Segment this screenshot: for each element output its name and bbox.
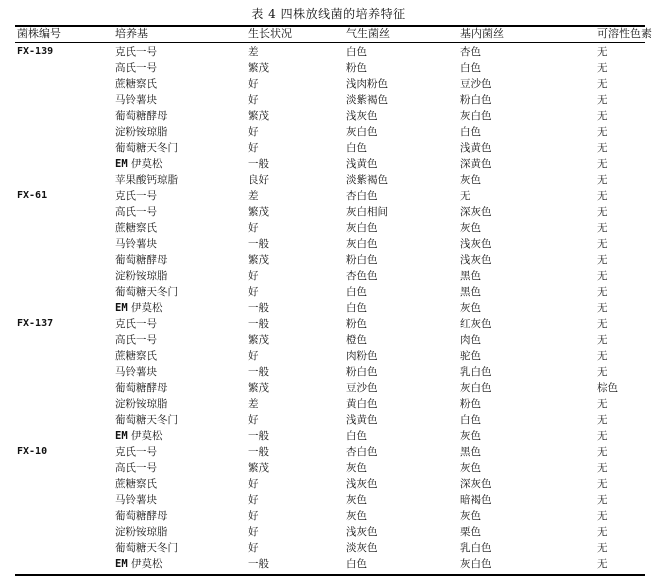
medium-cell <box>115 364 157 380</box>
table-row <box>15 92 645 108</box>
medium-cell <box>115 92 157 108</box>
table-row <box>15 524 645 540</box>
soluble-pigment-cell: 无 <box>597 526 608 538</box>
soluble-pigment-cell: 无 <box>597 110 608 122</box>
soluble-pigment-cell: 无 <box>597 206 608 218</box>
soluble-pigment-cell: 无 <box>597 318 608 330</box>
growth-cell: 好 <box>248 526 259 538</box>
medium-cell <box>115 428 163 444</box>
substrate-mycelium-cell: 黑色 <box>460 286 481 298</box>
soluble-pigment-cell: 无 <box>597 414 608 426</box>
header-rule <box>15 42 645 43</box>
strain-id-cell: FX-137 <box>17 318 54 329</box>
growth-cell: 好 <box>248 270 259 282</box>
soluble-pigment-cell: 无 <box>597 334 608 346</box>
aerial-mycelium-cell: 灰白色 <box>346 222 378 234</box>
aerial-mycelium-cell: 淡紫褐色 <box>346 94 388 106</box>
growth-cell: 好 <box>248 94 259 106</box>
aerial-mycelium-cell: 白色 <box>346 142 367 154</box>
medium-name: 淀粉铵琼脂 <box>115 126 168 138</box>
growth-cell: 好 <box>248 350 259 362</box>
soluble-pigment-cell: 无 <box>597 238 608 250</box>
soluble-pigment-cell: 无 <box>597 126 608 138</box>
aerial-mycelium-cell: 灰色 <box>346 510 367 522</box>
medium-name: 伊莫松 <box>131 558 163 570</box>
table-row <box>15 300 645 316</box>
substrate-mycelium-cell: 白色 <box>460 62 481 74</box>
medium-name: 葡萄糖天冬门 <box>115 286 178 298</box>
header-substrate-mycelium: 基内菌丝 <box>460 27 504 40</box>
medium-name: 淀粉铵琼脂 <box>115 398 168 410</box>
medium-name: 蔗糖察氏 <box>115 350 157 362</box>
substrate-mycelium-cell: 黑色 <box>460 270 481 282</box>
growth-cell: 繁茂 <box>248 254 269 266</box>
aerial-mycelium-cell: 浅灰色 <box>346 526 378 538</box>
medium-name: 马铃薯块 <box>115 238 157 250</box>
aerial-mycelium-cell: 浅灰色 <box>346 110 378 122</box>
soluble-pigment-cell: 无 <box>597 94 608 106</box>
soluble-pigment-cell: 无 <box>597 366 608 378</box>
medium-name: 马铃薯块 <box>115 494 157 506</box>
medium-cell <box>115 476 157 492</box>
table-row <box>15 268 645 284</box>
growth-cell: 繁茂 <box>248 334 269 346</box>
aerial-mycelium-cell: 灰白相间 <box>346 206 388 218</box>
table-row <box>15 508 645 524</box>
medium-cell <box>115 508 168 524</box>
medium-cell <box>115 220 157 236</box>
soluble-pigment-cell: 无 <box>597 286 608 298</box>
substrate-mycelium-cell: 黑色 <box>460 446 481 458</box>
growth-cell: 一般 <box>248 366 269 378</box>
aerial-mycelium-cell: 灰色 <box>346 494 367 506</box>
table-row <box>15 172 645 188</box>
soluble-pigment-cell: 无 <box>597 270 608 282</box>
growth-cell: 好 <box>248 286 259 298</box>
medium-cell <box>115 556 163 572</box>
soluble-pigment-cell: 无 <box>597 558 608 570</box>
aerial-mycelium-cell: 灰色 <box>346 462 367 474</box>
substrate-mycelium-cell: 灰白色 <box>460 110 492 122</box>
table-row <box>15 236 645 252</box>
table-row <box>15 284 645 300</box>
aerial-mycelium-cell: 杏白色 <box>346 446 378 458</box>
medium-name: 高氏一号 <box>115 462 157 474</box>
substrate-mycelium-cell: 乳白色 <box>460 542 492 554</box>
aerial-mycelium-cell: 粉色 <box>346 318 367 330</box>
substrate-mycelium-cell: 灰白色 <box>460 558 492 570</box>
substrate-mycelium-cell: 杏色 <box>460 46 481 58</box>
growth-cell: 一般 <box>248 158 269 170</box>
header-aerial-mycelium: 气生菌丝 <box>346 27 390 40</box>
medium-name: 伊莫松 <box>131 158 163 170</box>
medium-cell <box>115 380 168 396</box>
table-row <box>15 412 645 428</box>
medium-cell <box>115 252 168 268</box>
growth-cell: 繁茂 <box>248 62 269 74</box>
medium-name: 葡萄糖酵母 <box>115 382 168 394</box>
medium-cell <box>115 140 178 156</box>
medium-cell <box>115 524 168 540</box>
table-row <box>15 188 645 204</box>
medium-name: 蔗糖察氏 <box>115 222 157 234</box>
medium-name: 伊莫松 <box>131 430 163 442</box>
medium-cell <box>115 204 157 220</box>
growth-cell: 繁茂 <box>248 382 269 394</box>
growth-cell: 繁茂 <box>248 110 269 122</box>
substrate-mycelium-cell: 驼色 <box>460 350 481 362</box>
soluble-pigment-cell: 无 <box>597 46 608 58</box>
table-row <box>15 556 645 572</box>
table-row <box>15 108 645 124</box>
growth-cell: 一般 <box>248 238 269 250</box>
growth-cell: 良好 <box>248 174 269 186</box>
growth-cell: 好 <box>248 78 259 90</box>
aerial-mycelium-cell: 白色 <box>346 286 367 298</box>
header-strain-id: 菌株编号 <box>17 27 61 40</box>
bottom-rule <box>15 574 645 576</box>
medium-name: 葡萄糖天冬门 <box>115 414 178 426</box>
soluble-pigment-cell: 无 <box>597 510 608 522</box>
growth-cell: 好 <box>248 414 259 426</box>
substrate-mycelium-cell: 深灰色 <box>460 478 492 490</box>
table-title: 表 4 四株放线菌的培养特征 <box>251 7 406 21</box>
substrate-mycelium-cell: 栗色 <box>460 526 481 538</box>
table-row <box>15 460 645 476</box>
substrate-mycelium-cell: 暗褐色 <box>460 494 492 506</box>
medium-name: 伊莫松 <box>131 302 163 314</box>
substrate-mycelium-cell: 乳白色 <box>460 366 492 378</box>
soluble-pigment-cell: 无 <box>597 398 608 410</box>
growth-cell: 一般 <box>248 302 269 314</box>
soluble-pigment-cell: 无 <box>597 142 608 154</box>
table-row <box>15 76 645 92</box>
medium-name: 葡萄糖酵母 <box>115 510 168 522</box>
aerial-mycelium-cell: 豆沙色 <box>346 382 378 394</box>
soluble-pigment-cell: 无 <box>597 254 608 266</box>
table-header-row <box>15 27 652 42</box>
table-row <box>15 252 645 268</box>
substrate-mycelium-cell: 白色 <box>460 126 481 138</box>
substrate-mycelium-cell: 浅灰色 <box>460 238 492 250</box>
medium-name: 淀粉铵琼脂 <box>115 526 168 538</box>
substrate-mycelium-cell: 灰色 <box>460 174 481 186</box>
aerial-mycelium-cell: 白色 <box>346 302 367 314</box>
medium-cell <box>115 236 157 252</box>
growth-cell: 差 <box>248 46 259 58</box>
substrate-mycelium-cell: 肉色 <box>460 334 481 346</box>
medium-prefix: EM <box>115 302 128 314</box>
medium-prefix: EM <box>115 558 128 570</box>
medium-name: 葡萄糖酵母 <box>115 254 168 266</box>
substrate-mycelium-cell: 灰色 <box>460 430 481 442</box>
growth-cell: 好 <box>248 478 259 490</box>
header-soluble-pigment: 可溶性色素 <box>597 27 652 40</box>
soluble-pigment-cell: 无 <box>597 430 608 442</box>
table-row <box>15 220 645 236</box>
aerial-mycelium-cell: 淡灰色 <box>346 542 378 554</box>
header-medium: 培养基 <box>115 27 148 40</box>
medium-cell <box>115 124 168 140</box>
medium-cell <box>115 492 157 508</box>
substrate-mycelium-cell: 浅灰色 <box>460 254 492 266</box>
medium-cell <box>115 108 168 124</box>
medium-cell <box>115 156 163 172</box>
soluble-pigment-cell: 无 <box>597 542 608 554</box>
table-row <box>15 380 645 396</box>
substrate-mycelium-cell: 灰色 <box>460 302 481 314</box>
medium-name: 克氏一号 <box>115 318 157 330</box>
medium-prefix: EM <box>115 430 128 442</box>
medium-name: 克氏一号 <box>115 46 157 58</box>
growth-cell: 一般 <box>248 318 269 330</box>
growth-cell: 差 <box>248 190 259 202</box>
table-row <box>15 364 645 380</box>
aerial-mycelium-cell: 粉白色 <box>346 366 378 378</box>
medium-cell <box>115 300 163 316</box>
soluble-pigment-cell: 无 <box>597 190 608 202</box>
table-row <box>15 492 645 508</box>
growth-cell: 好 <box>248 510 259 522</box>
aerial-mycelium-cell: 粉色 <box>346 62 367 74</box>
aerial-mycelium-cell: 肉粉色 <box>346 350 378 362</box>
growth-cell: 好 <box>248 542 259 554</box>
medium-name: 葡萄糖天冬门 <box>115 542 178 554</box>
medium-cell <box>115 284 178 300</box>
substrate-mycelium-cell: 深灰色 <box>460 206 492 218</box>
substrate-mycelium-cell: 灰色 <box>460 222 481 234</box>
substrate-mycelium-cell: 红灰色 <box>460 318 492 330</box>
aerial-mycelium-cell: 杏色色 <box>346 270 378 282</box>
growth-cell: 繁茂 <box>248 462 269 474</box>
soluble-pigment-cell: 无 <box>597 350 608 362</box>
medium-cell <box>115 460 157 476</box>
substrate-mycelium-cell: 深黄色 <box>460 158 492 170</box>
medium-prefix: EM <box>115 158 128 170</box>
growth-cell: 繁茂 <box>248 206 269 218</box>
aerial-mycelium-cell: 灰白色 <box>346 238 378 250</box>
header-growth: 生长状况 <box>248 27 292 40</box>
aerial-mycelium-cell: 灰白色 <box>346 126 378 138</box>
table-row <box>15 60 645 76</box>
growth-cell: 好 <box>248 494 259 506</box>
substrate-mycelium-cell: 豆沙色 <box>460 78 492 90</box>
table-row <box>15 204 645 220</box>
substrate-mycelium-cell: 无 <box>460 190 471 202</box>
table-row <box>15 124 645 140</box>
aerial-mycelium-cell: 黄白色 <box>346 398 378 410</box>
soluble-pigment-cell: 无 <box>597 446 608 458</box>
table-row <box>15 444 645 460</box>
soluble-pigment-cell: 无 <box>597 78 608 90</box>
strain-id-cell: FX-10 <box>17 446 48 457</box>
soluble-pigment-cell: 无 <box>597 174 608 186</box>
medium-cell <box>115 76 157 92</box>
strain-id-cell: FX-139 <box>17 46 54 57</box>
soluble-pigment-cell: 棕色 <box>597 382 618 394</box>
soluble-pigment-cell: 无 <box>597 222 608 234</box>
aerial-mycelium-cell: 橙色 <box>346 334 367 346</box>
medium-cell <box>115 44 157 60</box>
soluble-pigment-cell: 无 <box>597 462 608 474</box>
aerial-mycelium-cell: 浅灰色 <box>346 478 378 490</box>
substrate-mycelium-cell: 白色 <box>460 414 481 426</box>
medium-name: 苹果酸钙琼脂 <box>115 174 178 186</box>
table-row <box>15 156 645 172</box>
aerial-mycelium-cell: 白色 <box>346 430 367 442</box>
table-body <box>15 44 645 574</box>
medium-cell <box>115 444 157 460</box>
aerial-mycelium-cell: 白色 <box>346 558 367 570</box>
medium-name: 马铃薯块 <box>115 366 157 378</box>
aerial-mycelium-cell: 淡紫褐色 <box>346 174 388 186</box>
soluble-pigment-cell: 无 <box>597 302 608 314</box>
aerial-mycelium-cell: 浅黄色 <box>346 158 378 170</box>
medium-name: 高氏一号 <box>115 206 157 218</box>
substrate-mycelium-cell: 灰色 <box>460 462 481 474</box>
medium-cell <box>115 412 178 428</box>
growth-cell: 差 <box>248 398 259 410</box>
medium-name: 克氏一号 <box>115 446 157 458</box>
substrate-mycelium-cell: 灰白色 <box>460 382 492 394</box>
table-row <box>15 44 645 60</box>
medium-cell <box>115 316 157 332</box>
substrate-mycelium-cell: 粉色 <box>460 398 481 410</box>
aerial-mycelium-cell: 杏白色 <box>346 190 378 202</box>
medium-cell <box>115 268 168 284</box>
medium-name: 蔗糖察氏 <box>115 478 157 490</box>
growth-cell: 好 <box>248 142 259 154</box>
growth-cell: 好 <box>248 126 259 138</box>
medium-cell <box>115 396 168 412</box>
soluble-pigment-cell: 无 <box>597 494 608 506</box>
aerial-mycelium-cell: 粉白色 <box>346 254 378 266</box>
medium-name: 蔗糖察氏 <box>115 78 157 90</box>
soluble-pigment-cell: 无 <box>597 478 608 490</box>
substrate-mycelium-cell: 灰色 <box>460 510 481 522</box>
medium-name: 克氏一号 <box>115 190 157 202</box>
medium-name: 葡萄糖酵母 <box>115 110 168 122</box>
growth-cell: 一般 <box>248 558 269 570</box>
table-row <box>15 332 645 348</box>
medium-name: 葡萄糖天冬门 <box>115 142 178 154</box>
aerial-mycelium-cell: 浅肉粉色 <box>346 78 388 90</box>
medium-name: 淀粉铵琼脂 <box>115 270 168 282</box>
aerial-mycelium-cell: 白色 <box>346 46 367 58</box>
medium-cell <box>115 188 157 204</box>
medium-cell <box>115 172 178 188</box>
medium-name: 马铃薯块 <box>115 94 157 106</box>
medium-cell <box>115 348 157 364</box>
soluble-pigment-cell: 无 <box>597 62 608 74</box>
growth-cell: 一般 <box>248 446 269 458</box>
table-row <box>15 396 645 412</box>
growth-cell: 好 <box>248 222 259 234</box>
soluble-pigment-cell: 无 <box>597 158 608 170</box>
medium-name: 高氏一号 <box>115 62 157 74</box>
medium-cell <box>115 60 157 76</box>
growth-cell: 一般 <box>248 430 269 442</box>
table-row <box>15 428 645 444</box>
strain-id-cell: FX-61 <box>17 190 48 201</box>
substrate-mycelium-cell: 浅黄色 <box>460 142 492 154</box>
aerial-mycelium-cell: 浅黄色 <box>346 414 378 426</box>
medium-cell <box>115 332 157 348</box>
table-row <box>15 140 645 156</box>
medium-cell <box>115 540 178 556</box>
substrate-mycelium-cell: 粉白色 <box>460 94 492 106</box>
table-row <box>15 348 645 364</box>
table-row <box>15 476 645 492</box>
table-row <box>15 540 645 556</box>
medium-name: 高氏一号 <box>115 334 157 346</box>
table-row <box>15 316 645 332</box>
